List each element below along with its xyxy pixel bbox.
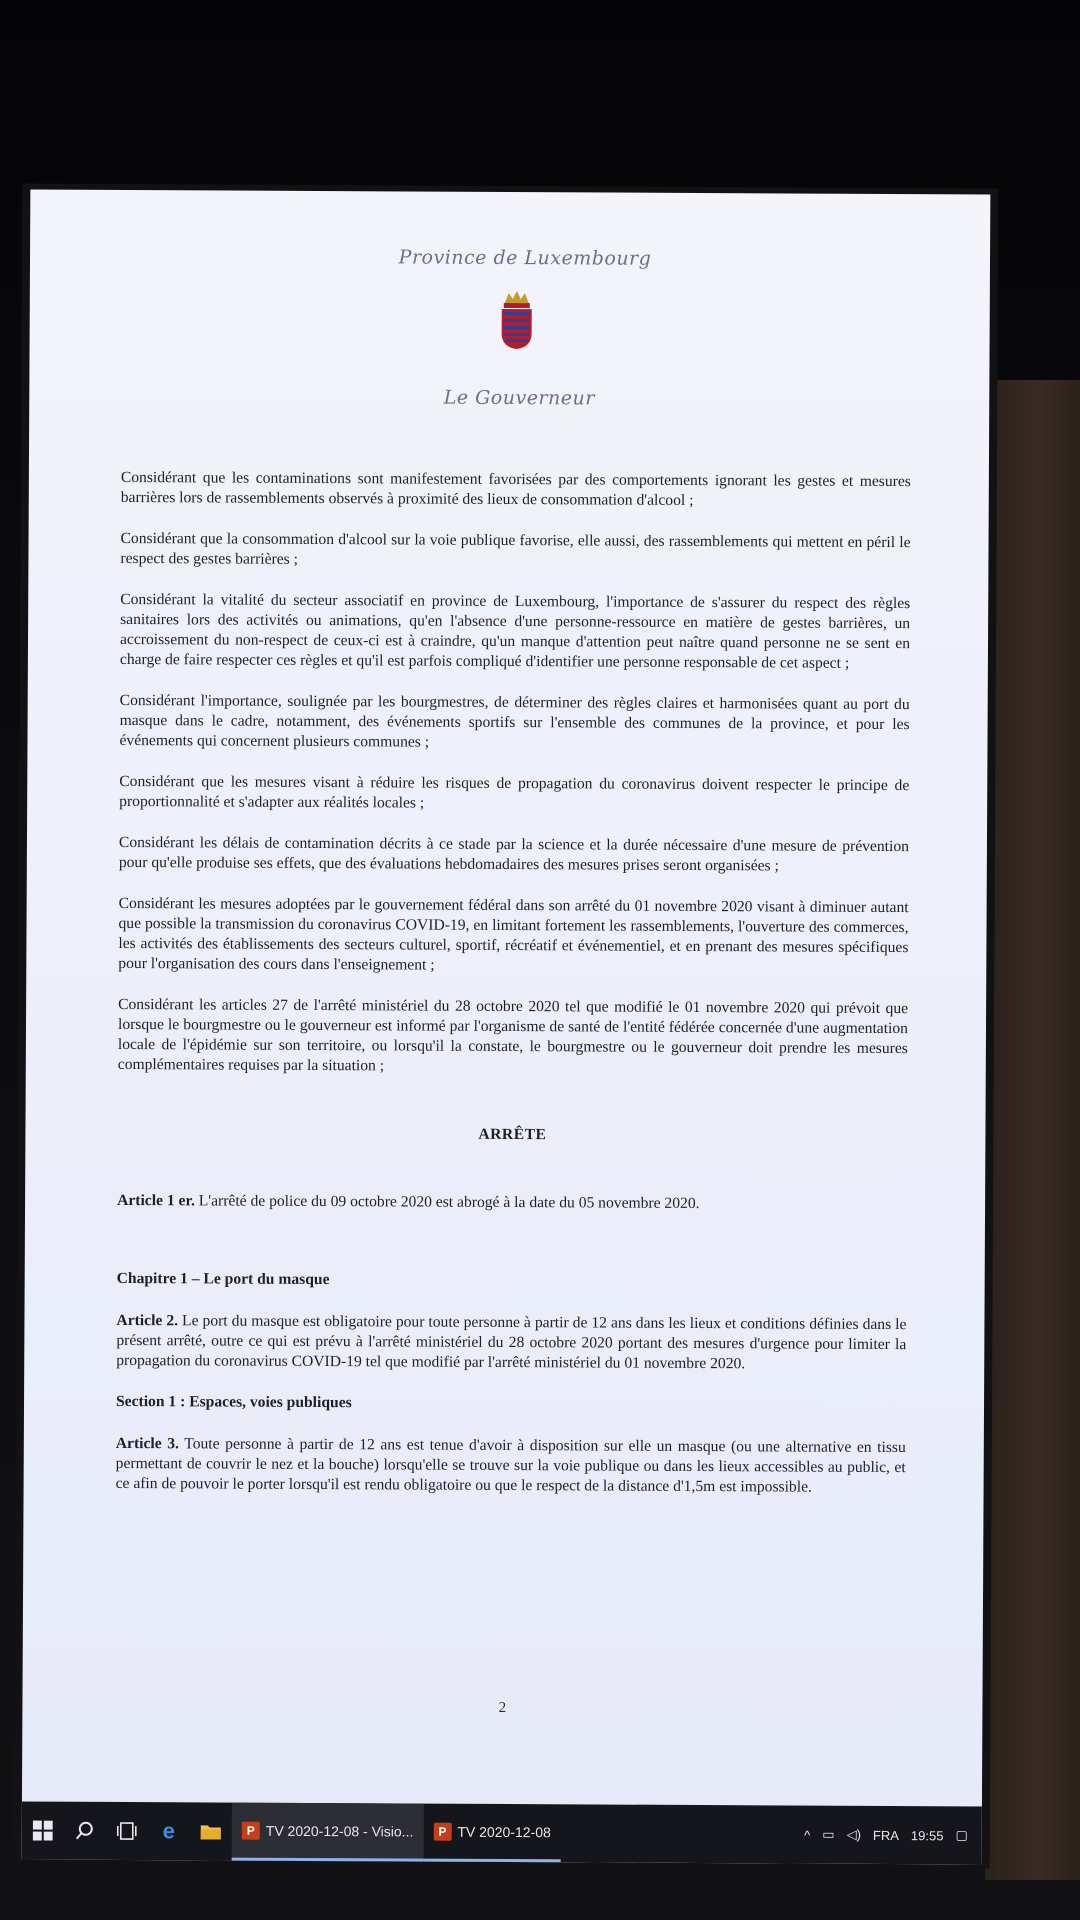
article-2 [116, 1311, 906, 1375]
letterhead-province: Province de Luxembourg [398, 246, 652, 270]
section-1-heading: Section 1 : Espaces, voies publiques [115, 1392, 352, 1412]
article-3 [116, 1434, 906, 1498]
article-1-text: L'arrêté de police du 09 octobre 2020 est abrogé à la date du 05 novembre 2020. [194, 1192, 700, 1213]
notification-icon[interactable]: ▢ [955, 1827, 968, 1843]
paragraph-considerant-3: Considérant la vitalité du secteur associatif en province de Luxembourg, l'importance de s'assurer du respect des règles sanitaires lors des activités ou animations, qu'en l'absence d'une personne-ressource en matière de gestes barrières, un accroissement du non-respect de ceux-ci est à craindre, qu'un manque d'attention peut naître quand personne ne se sent en charge de faire respecter ces règles et qu'il est parfois compliqué d'identifier une personne responsable de cet aspect ; [119, 590, 911, 672]
edge-browser-icon[interactable]: e [162, 1818, 175, 1844]
start-windows-icon[interactable] [22, 1801, 64, 1859]
page-number: 2 [498, 1699, 507, 1717]
monitor-screen [22, 189, 991, 1864]
search-icon[interactable] [64, 1802, 106, 1860]
article-1-label: Article 1 er. [117, 1191, 195, 1210]
taskbar-app-label: TV 2020-12-08 [457, 1823, 551, 1840]
powerpoint-icon: P [433, 1822, 451, 1840]
article-2-label: Article 2. [116, 1311, 179, 1330]
paragraph-considerant-7: Considérant les mesures adoptées par le gouvernement fédéral dans son arrêté du 01 novembre 2020 visant à diminuer autant que possible la transmission du coronavirus COVID-19, en limitant fortement les rassemblements, l'ouverture des commerces, les activités des établissements des secteurs culturel, sportif, récréatif et événementiel, et en prenant des mesures spécifiques pour l'organisation des cours dans l'enseignement ; [118, 894, 909, 974]
coat-of-arms-icon [497, 289, 537, 351]
file-explorer-icon[interactable] [190, 1802, 232, 1860]
document-body [115, 468, 910, 1519]
letterhead [29, 244, 990, 411]
chevron-up-icon[interactable]: ^ [804, 1827, 811, 1843]
article-3-text: Toute personne à partir de 12 ans est tenue d'avoir à disposition sur elle un masque (ou une alternative en tissu permettant de couvrir le nez et la bouche) lorsqu'elle se trouve sur la voie publique ou dans les lieux accessibles au public, et ce afin de pouvoir le porter lorsqu'il est rendu obligatoire ou que le respect de la distance d'1,5m est impossible. [115, 1435, 906, 1496]
network-icon[interactable]: ▭ [822, 1826, 835, 1842]
article-2-text: Le port du masque est obligatoire pour toute personne à partir de 12 ans dans les lieux et conditions définies dans le présent arrêté, outre ce qui est prévu à l'arrêté ministériel du 28 octobre 2020 portant des mesures d'urgence pour limiter la propagation du coronavirus COVID-19 tel que modifié par l'arrêté ministériel du 01 novembre 2020. [116, 1312, 907, 1373]
letterhead-governor: Le Gouverneur [443, 386, 595, 410]
language-indicator[interactable]: FRA [872, 1827, 899, 1843]
taskbar-app-presentation[interactable] [423, 1804, 561, 1863]
powerpoint-icon: P [242, 1821, 260, 1839]
document-page[interactable] [22, 189, 990, 1804]
system-tray [804, 1827, 982, 1844]
paragraph-considerant-2: Considérant que la consommation d'alcool sur la voie publique favorise, elle aussi, des rassemblements qui mettent en péril le respect des gestes barrières ; [120, 529, 911, 568]
article-1 [117, 1191, 907, 1215]
paragraph-considerant-1: Considérant que les contaminations sont manifestement favorisées par des comportements ignorant les gestes et mesures barrières lors de rassemblements observés à proximité des lieux de consommation d'alcool ; [120, 468, 911, 509]
clock[interactable]: 19:55 [910, 1827, 944, 1843]
paragraph-considerant-6: Considérant les délais de contamination décrits à ce stade par la science et la durée nécessaire d'une mesure de prévention pour qu'elle produise ses effets, que des évaluations hebdomadaires des mesures prises seront organisées ; [118, 833, 909, 875]
paragraph-considerant-8: Considérant les articles 27 de l'arrêté ministériel du 28 octobre 2020 tel que modifié le 01 novembre 2020 qui prévoit que lorsque le bourgmestre ou le gouverneur est informé par l'organisme de santé de l'entité fédérée concernée d'une augmentation locale de l'épidémie sur son territoire, ou lorsqu'il la constate, le bourgmestre ou le gouverneur doit prendre les mesures complémentaires requises par la situation ; [117, 995, 909, 1075]
windows-taskbar [22, 1801, 982, 1864]
taskbar-app-label: TV 2020-12-08 - Visio... [265, 1822, 414, 1840]
background-wall [985, 380, 1080, 1880]
article-3-label: Article 3. [115, 1434, 180, 1453]
chapter-1-heading: Chapitre 1 – Le port du masque [116, 1269, 330, 1289]
paragraph-considerant-4: Considérant l'importance, soulignée par les bourgmestres, de déterminer des règles claires et harmonisées quant au port du masque dans le cadre, notamment, des événements sportifs sur l'ensemble des communes de la province, et pour les événements qui concernent plusieurs communes ; [119, 691, 910, 751]
paragraph-considerant-5: Considérant que les mesures visant à réduire les risques de propagation du coronavirus doivent respecter le principe de proportionnalité et s'adapter aux réalités locales ; [119, 772, 910, 812]
decree-heading: ARRÊTE [478, 1125, 547, 1144]
task-view-icon[interactable] [106, 1802, 148, 1860]
taskbar-app-presentation-visio[interactable] [232, 1803, 424, 1862]
volume-icon[interactable]: ◁) [846, 1826, 861, 1842]
